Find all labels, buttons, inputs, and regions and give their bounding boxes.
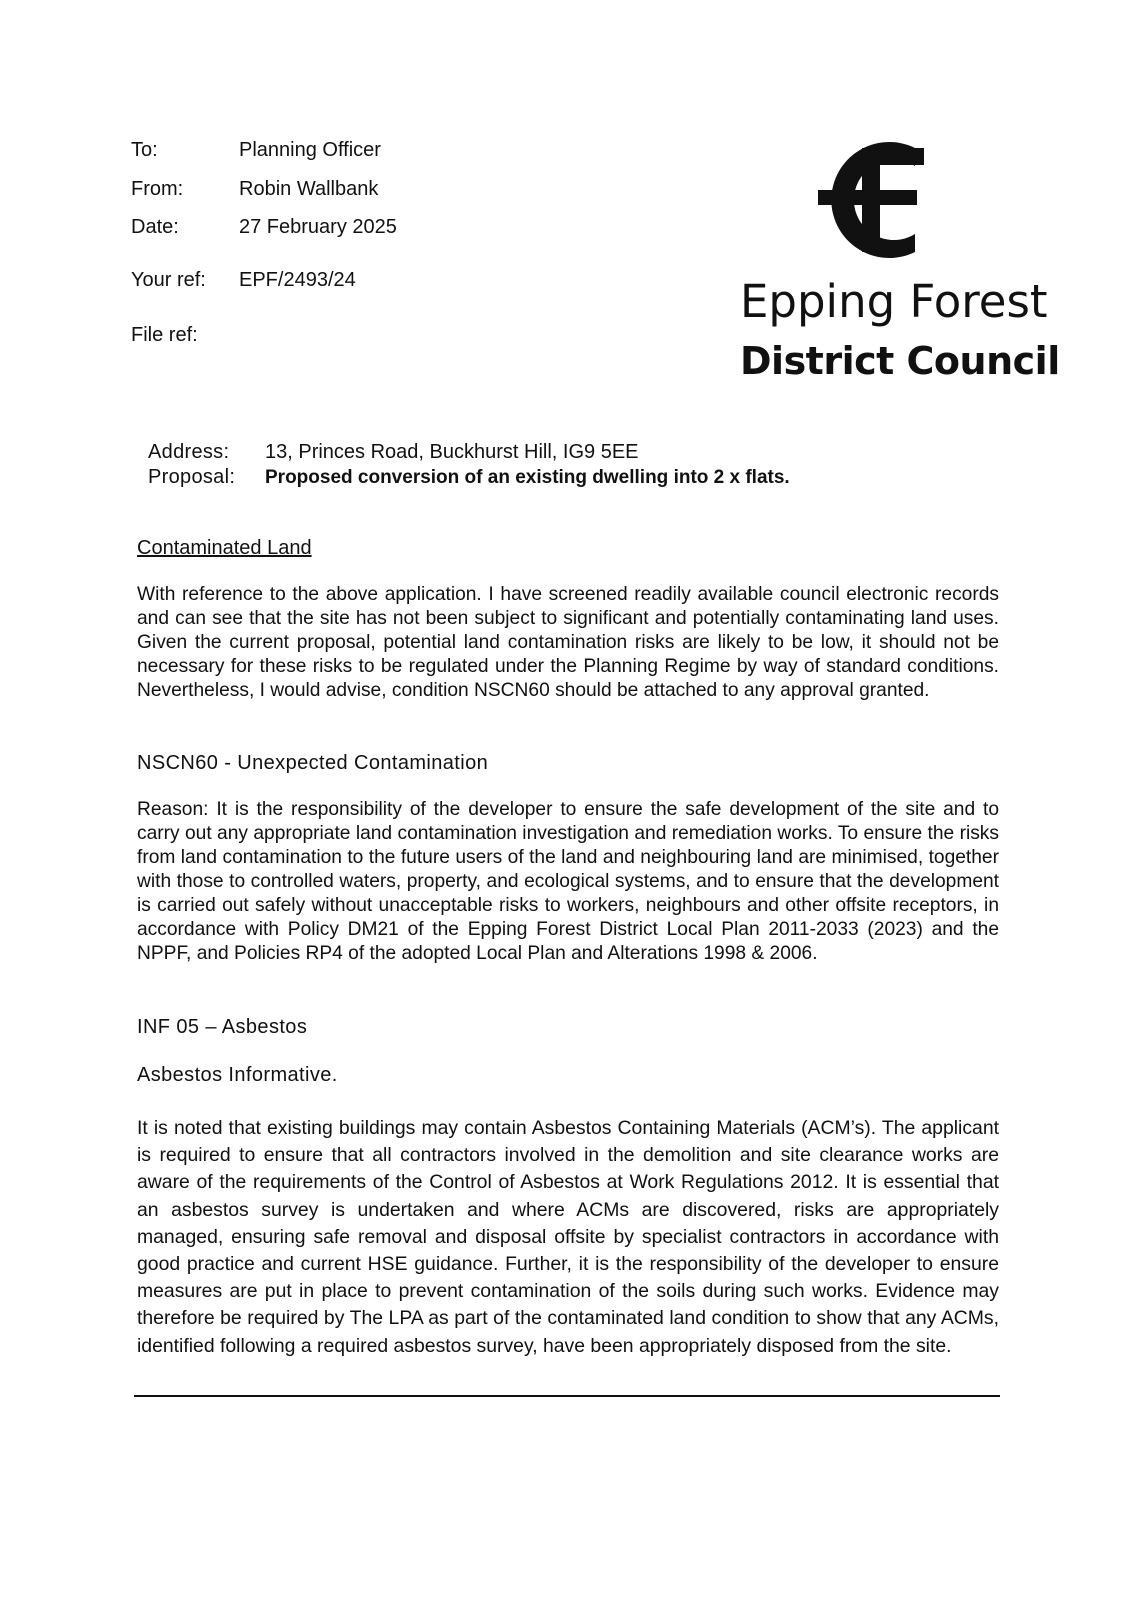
proposal-label: Proposal:	[148, 466, 236, 488]
address-value: 13, Princes Road, Buckhurst Hill, IG9 5EE	[265, 441, 639, 463]
your-ref-value: EPF/2493/24	[239, 269, 356, 291]
to-value: Planning Officer	[239, 139, 381, 161]
inf05-heading: INF 05 – Asbestos	[137, 1016, 308, 1038]
address-label: Address:	[148, 441, 230, 463]
logo-text-district-council: District Council	[740, 339, 1060, 383]
date-value: 27 February 2025	[239, 216, 397, 238]
bottom-divider	[134, 1395, 1000, 1397]
proposal-value: Proposed conversion of an existing dwelling into 2 x flats.	[265, 467, 790, 488]
file-ref-label: File ref:	[131, 324, 198, 346]
from-value: Robin Wallbank	[239, 178, 379, 200]
nscn60-heading: NSCN60 - Unexpected Contamination	[137, 752, 489, 774]
contaminated-land-heading: Contaminated Land	[137, 537, 312, 559]
your-ref-label: Your ref:	[131, 269, 206, 291]
logo-text-epping-forest: Epping Forest	[740, 275, 1048, 328]
to-label: To:	[131, 139, 158, 161]
contaminated-land-paragraph: With reference to the above application. I have screened readily available council electronic records and can see that the site has not been subject to significant and potentially contaminating land uses. Given the current proposal, potential land contamination risks are likely to be low, it should not be necessary for these risks to be regulated under the Planning Regime by way of standard conditions. Nevertheless, I would advise, condition NSCN60 should be attached to any approval granted.	[137, 584, 999, 701]
asbestos-informative-heading: Asbestos Informative.	[137, 1064, 338, 1086]
asbestos-paragraph: It is noted that existing buildings may contain Asbestos Containing Materials (ACM’s). The applicant is required to ensure that all contractors involved in the demolition and site clearance works are aware of the requirements of the Control of Asbestos at Work Regulations 2012. It is essential that an asbestos survey is undertaken and where ACMs are discovered, risks are appropriately managed, ensuring safe removal and disposal offsite by specialist contractors in accordance with good practice and current HSE guidance. Further, it is the responsibility of the developer to ensure measures are put in place to prevent contamination of the soils during such works. Evidence may therefore be required by The LPA as part of the contaminated land condition to show that any ACMs, identified following a required asbestos survey, have been appropriately disposed from the site.	[137, 1117, 999, 1357]
date-label: Date:	[131, 216, 179, 238]
from-label: From:	[131, 178, 184, 200]
reason-paragraph: Reason: It is the responsibility of the developer to ensure the safe development of the site and to carry out any appropriate land contamination investigation and remediation works. To ensure the risks from land contamination to the future users of the land and neighbouring land are minimised, together with those to controlled waters, property, and ecological systems, and to ensure that the development is carried out safely without unacceptable risks to workers, neighbours and other offsite receptors, in accordance with Policy DM21 of the Epping Forest District Local Plan 2011-2033 (2023) and the NPPF, and Policies RP4 of the adopted Local Plan and Alterations 1998 & 2006.	[137, 799, 999, 964]
council-logo	[740, 130, 1080, 390]
efdc-logo-mark-icon	[810, 130, 930, 270]
